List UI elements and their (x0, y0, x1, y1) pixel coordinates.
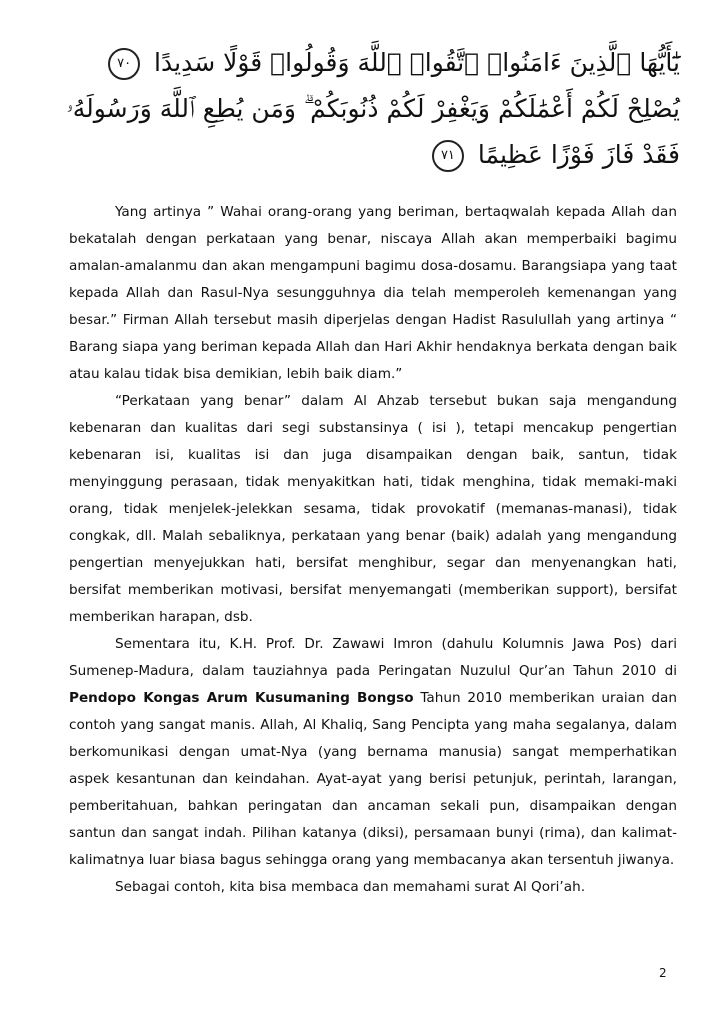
verse-text-3: فَقَدْ فَازَ فَوْزًا عَظِيمًا (477, 140, 680, 169)
page-number: 2 (659, 966, 667, 980)
verse-line-1 (117, 40, 680, 86)
verse-text-1: يَٰٓأَيُّهَا ٱلَّذِينَ ءَامَنُوا۟ ٱتَّقُوا۟ ٱللَّهَ وَقُولُوا۟ قَوْلًا سَدِيدًا (154, 48, 680, 77)
paragraph-example: Sebagai contoh, kita bisa membaca dan memahami surat Al Qori’ah. (115, 879, 586, 895)
paragraph-zawawi-part2: Tahun 2010 memberikan uraian dan contoh yang sangat manis. Allah, Al Khaliq, Sang Pencipta yang maha segalanya, dalam berkomunikasi dengan umat-Nya (yang bernama manusia) sangat memperhatikan aspek kesantunan dan keindahan. Ayat-ayat yang berisi petunjuk, perintah, larangan, pemberitahuan, bahkan peringatan dan ancaman sekali pun, disampaikan dengan santun dan sangat indah. Pilihan katanya (diksi), persamaan bunyi (rima), dan kalimat-kalimatnya luar biasa bagus sehingga orang yang membacanya akan tersentuh jiwanya. (69, 690, 678, 868)
ayah-marker-70: ٧٠ (108, 48, 140, 80)
paragraph-zawawi (69, 631, 677, 874)
pendopo-bold-text: Pendopo Kongas Arum Kusumaning Bongso (69, 690, 414, 706)
verse-line-2 (66, 86, 680, 132)
paragraph-perkataan: “Perkataan yang benar” dalam Al Ahzab tersebut bukan saja mengandung kebenaran dan kualitas dari segi substansinya ( isi ), tetapi mencakup pengertian kebenaran isi, kualitas isi dan juga disampaikan dengan baik, santun, tidak menyinggung perasaan, tidak menyakitkan hati, tidak menghina, tidak memaki-maki orang, tidak menjelek-jelekkan sesama, tidak provokatif (memanas-manasi), tidak congkak, dll. Malah sebaliknya, perkataan yang benar (baik) adalah yang mengandung pengertian menyejukkan hati, bersifat menghibur, segar dan menyenangkan hati, bersifat memberikan motivasi, bersifat menyemangati (memberikan support), bersifat memberikan harapan, dsb. (69, 393, 677, 625)
paragraph-zawawi-part1: Sementara itu, K.H. Prof. Dr. Zawawi Imron (dahulu Kolumnis Jawa Pos) dari Sumenep-Madura, dalam tauziahnya pada Peringatan Nuzulul Qur’an Tahun 2010 di (69, 636, 677, 679)
verse-line-3 (230, 132, 680, 178)
document-body (69, 199, 677, 901)
quran-verses (66, 40, 680, 178)
verse-text-2: يُصْلِحْ لَكُمْ أَعْمَٰلَكُمْ وَيَغْفِرْ لَكُمْ ذُنُوبَكُمْ ۗ وَمَن يُطِعِ ٱللَّهَ وَرَسُولَهُۥ (66, 94, 680, 123)
paragraph-translation: Yang artinya ” Wahai orang-orang yang beriman, bertaqwalah kepada Allah dan bekatalah dengan perkataan yang benar, niscaya Allah akan memperbaiki bagimu amalan-amalanmu dan akan mengampuni bagimu dosa-dosamu. Barangsiapa yang taat kepada Allah dan Rasul-Nya sesungguhnya dia telah memperoleh kemenangan yang besar.” Firman Allah tersebut masih diperjelas dengan Hadist Rasulullah yang artinya “ Barang siapa yang beriman kepada Allah dan Hari Akhir hendaknya berkata dengan baik atau kalau tidak bisa demikian, lebih baik diam.” (69, 204, 677, 382)
ayah-marker-71: ٧١ (432, 140, 464, 172)
